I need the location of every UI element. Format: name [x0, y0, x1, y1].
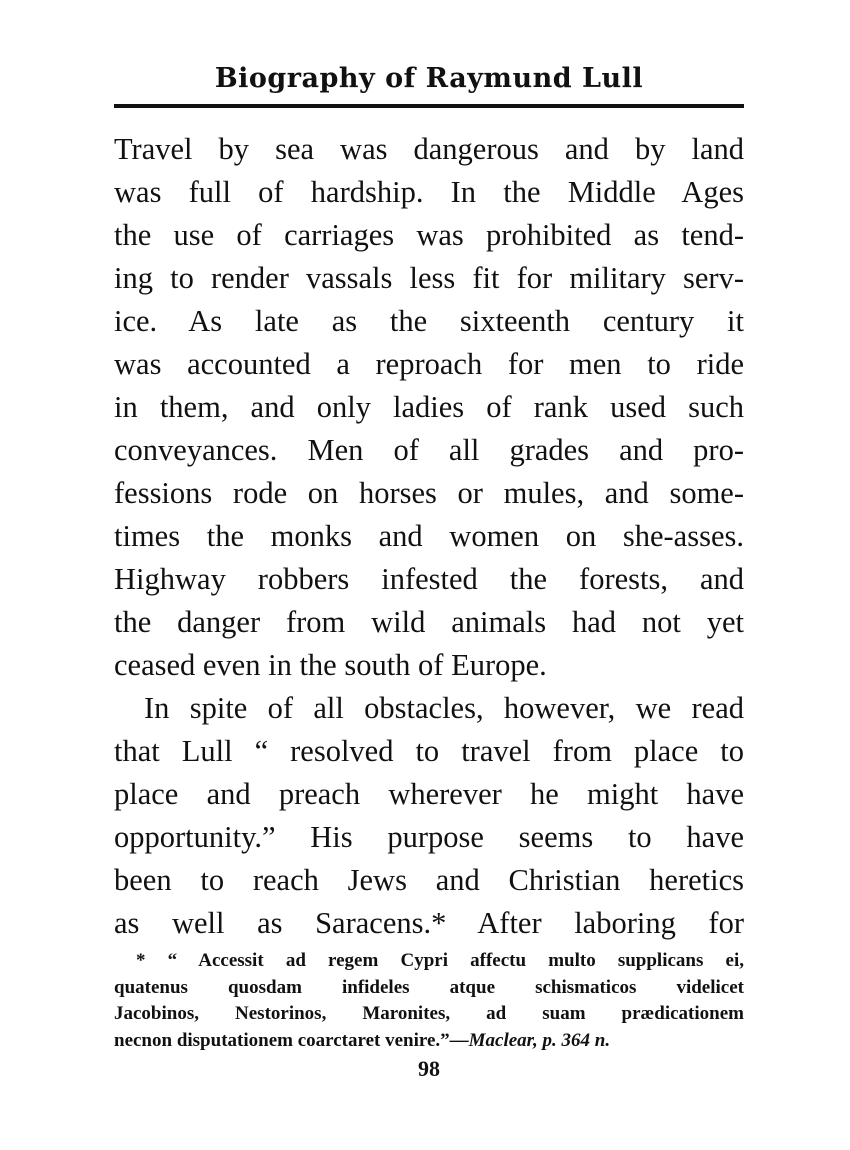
text-line: was accounted a reproach for men to ride: [114, 347, 744, 381]
text-line: that Lull “ resolved to travel from place to: [114, 734, 744, 768]
text-line: In spite of all obstacles, however, we read: [144, 691, 744, 725]
text-line: the use of carriages was prohibited as tend-: [114, 218, 744, 252]
page-number: 98: [418, 1056, 440, 1081]
text-line: Highway robbers infested the forests, and: [114, 562, 744, 596]
text-line: opportunity.” His purpose seems to have: [114, 820, 744, 854]
running-head: Biography of Raymund Lull: [214, 63, 644, 94]
text-line: the danger from wild animals had not yet: [114, 605, 744, 639]
text-line: been to reach Jews and Christian heretics: [114, 863, 744, 897]
footnote: [114, 948, 744, 1054]
footnote-line: quatenus quosdam infideles atque schismaticos videlicet: [114, 976, 744, 998]
body-text: [114, 128, 744, 945]
text-line: as well as Saracens.* After laboring for: [114, 906, 744, 940]
text-line: Travel by sea was dangerous and by land: [114, 132, 744, 166]
header-rule: [114, 104, 744, 108]
text-line: in them, and only ladies of rank used such: [114, 390, 744, 424]
footnote-citation: Maclear, p. 364 n.: [468, 1029, 611, 1051]
footnote-line: Jacobinos, Nestorinos, Maronites, ad suam prædicationem: [114, 1003, 744, 1024]
text-line: ceased even in the south of Europe.: [114, 648, 547, 682]
text-line: ing to render vassals less fit for military serv-: [114, 261, 744, 295]
text-line: times the monks and women on she-asses.: [114, 519, 744, 553]
text-line: conveyances. Men of all grades and pro-: [114, 433, 744, 467]
footnote-text: necnon disputationem coarctaret venire.”—: [114, 1029, 469, 1051]
text-line: place and preach wherever he might have: [114, 777, 744, 811]
footnote-line: * “ Accessit ad regem Cypri affectu multo supplicans ei,: [136, 950, 744, 971]
footnote-line-final: [114, 1028, 744, 1055]
text-line: was full of hardship. In the Middle Ages: [114, 175, 744, 209]
text-line: ice. As late as the sixteenth century it: [114, 304, 744, 338]
text-line: fessions rode on horses or mules, and some-: [114, 476, 744, 510]
